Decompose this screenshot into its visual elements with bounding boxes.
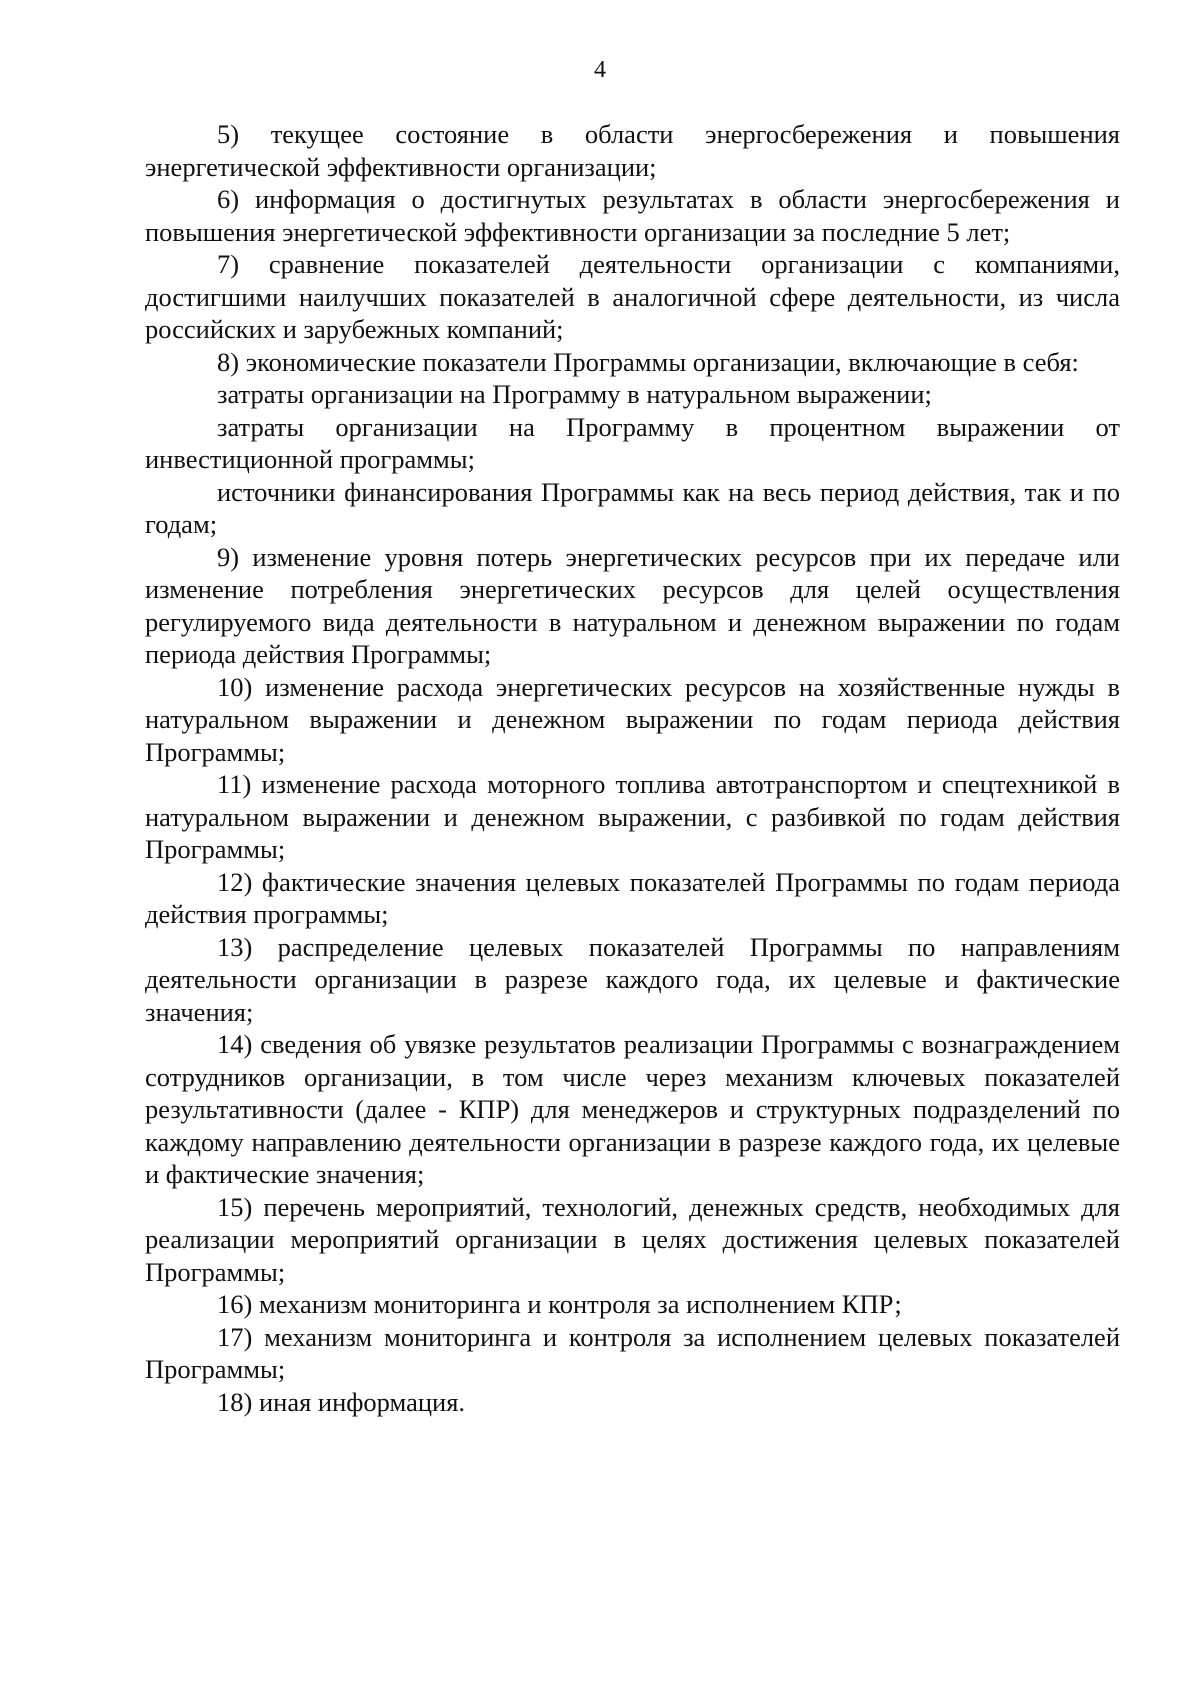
list-item-18: 18) иная информация.	[217, 1386, 466, 1417]
sub-item-costs-percent: затраты организации на Программу в процентном выражении от инвестиционной программы;	[145, 411, 1120, 474]
list-item-12: 12) фактические значения целевых показателей Программы по годам периода действия программы;	[145, 866, 1120, 929]
sub-item-funding-sources: источники финансирования Программы как на весь период действия, так и по годам;	[145, 476, 1120, 539]
list-item-13: 13) распределение целевых показателей Программы по направлениям деятельности организации в разрезе каждого года, их целевые и фактические значения;	[145, 931, 1120, 1027]
list-item-16: 16) механизм мониторинга и контроля за исполнением КПР;	[217, 1289, 902, 1319]
sub-item-costs-natural: затраты организации на Программу в натуральном выражении;	[217, 379, 932, 409]
list-item-9: 9) изменение уровня потерь энергетических ресурсов при их передаче или изменение потребления энергетических ресурсов для целей осуществления регулируемого вида деятельности в натуральном и денежном выражении по годам периода действия Программы;	[145, 541, 1120, 669]
list-item-7: 7) сравнение показателей деятельности организации с компаниями, достигшими наилучших показателей в аналогичной сфере деятельности, из числа российских и зарубежных компаний;	[145, 249, 1120, 344]
list-item-17: 17) механизм мониторинга и контроля за исполнением целевых показателей Программы;	[145, 1321, 1120, 1384]
list-item-15: 15) перечень мероприятий, технологий, денежных средств, необходимых для реализации мероприятий организации в целях достижения целевых показателей Программы;	[145, 1191, 1120, 1287]
list-item-11: 11) изменение расхода моторного топлива автотранспортом и спецтехникой в натуральном выражении и денежном выражении, с разбивкой по годам действия Программы;	[145, 769, 1120, 864]
list-item-5: 5) текущее состояние в области энергосбережения и повышения энергетической эффективности организации;	[145, 119, 1120, 182]
document-body	[145, 118, 1120, 1418]
list-item-14: 14) сведения об увязке результатов реализации Программы с вознаграждением сотрудников организации, в том числе через механизм ключевых показателей результативности (далее - КПР) для менеджеров и структурных подразделений по каждому направлению деятельности организации в разрезе каждого года, их целевые и фактические значения;	[145, 1029, 1120, 1189]
list-item-10: 10) изменение расхода энергетических ресурсов на хозяйственные нужды в натуральном выражении и денежном выражении по годам периода действия Программы;	[145, 671, 1120, 767]
list-item-6: 6) информация о достигнутых результатах в области энергосбережения и повышения энергетической эффективности организации за последние 5 лет;	[145, 184, 1120, 247]
list-item-8: 8) экономические показатели Программы организации, включающие в себя:	[217, 346, 1079, 377]
page-number: 4	[594, 57, 606, 83]
